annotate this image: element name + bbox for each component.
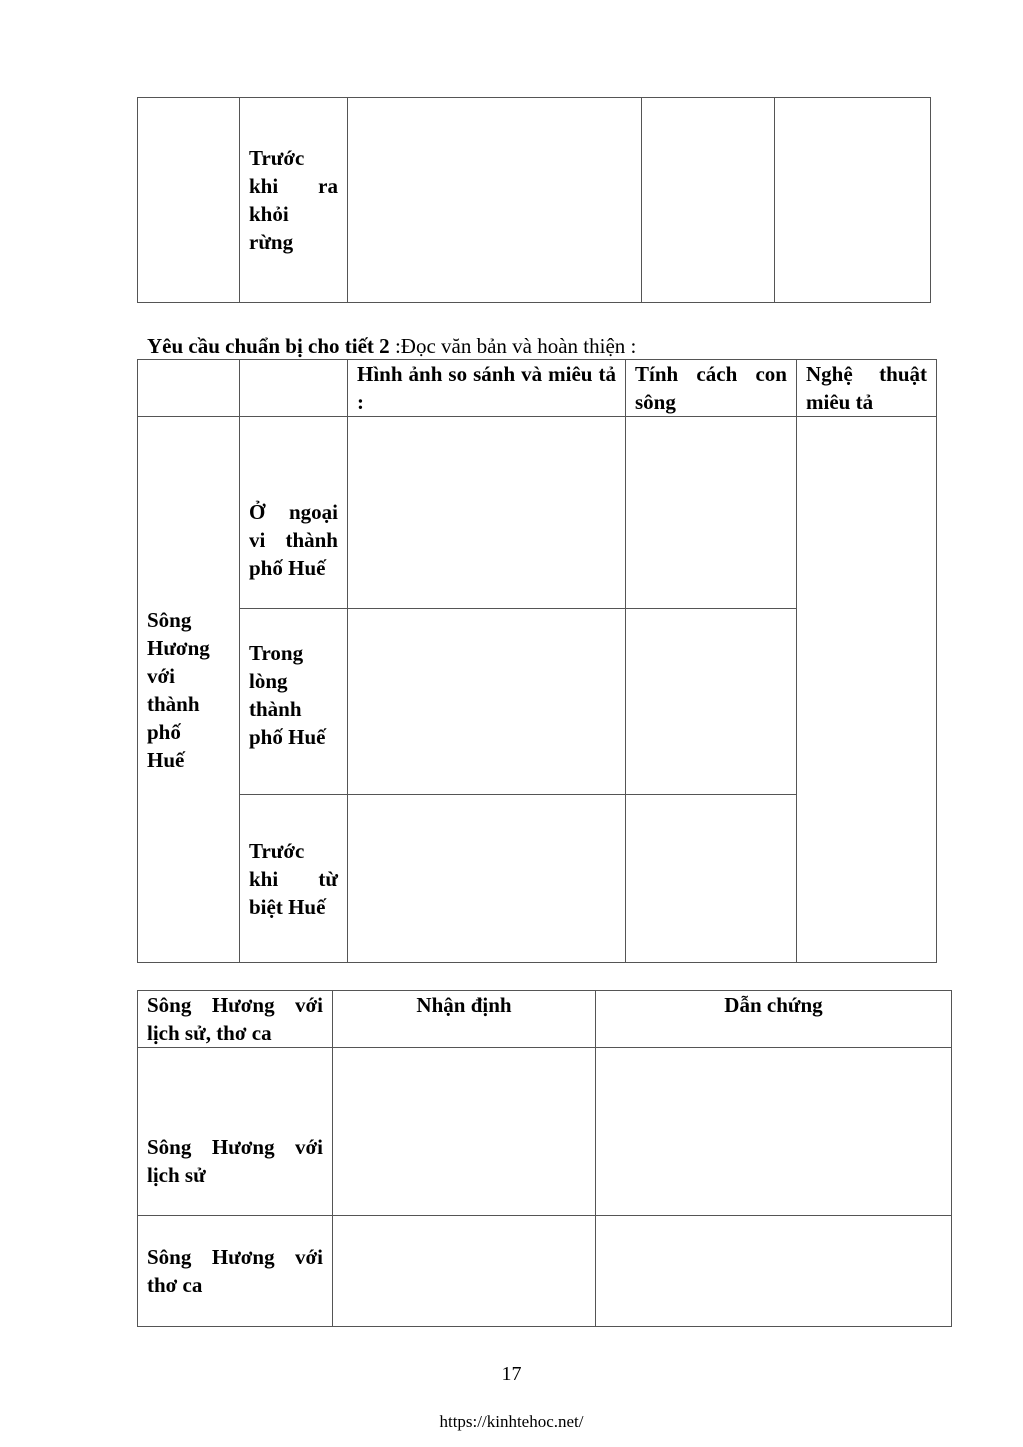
table-row [138,1048,952,1216]
table-cell [642,98,775,303]
group-label-song-huong: Sông Hương với thành phố Huế [138,417,240,963]
table-cell [138,360,240,417]
header-tinh-cach: Tính cách con sông [626,360,797,417]
table-cell [240,360,348,417]
header-nghe-thuat: Nghệ thuật miêu tả [797,360,937,417]
section-caption: Yêu cầu chuẩn bị cho tiết 2 :Đọc văn bản và hoàn thiện : [147,334,637,358]
page-number: 17 [501,1363,522,1385]
table-cell [626,417,797,609]
table-header-row [138,360,937,417]
row-label-tho-ca: Sông Hương với thơ ca [138,1216,333,1327]
row-label-tu-biet: Trước khi từ biệt Huế [240,795,348,963]
table-1 [137,97,931,303]
table-row [138,98,931,303]
table-cell [797,417,937,963]
table-cell [626,609,797,795]
row-label-trong-long: Trong lòng thành phố Huế [240,609,348,795]
table-cell [138,98,240,303]
table-cell [775,98,931,303]
table-cell [333,1216,596,1327]
table-cell [626,795,797,963]
table-2 [137,359,937,963]
row-label-ngoai-vi: Ở ngoại vi thành phố Huế [240,417,348,609]
table-cell [348,417,626,609]
table-cell [348,98,642,303]
table-row [138,1216,952,1327]
table-cell [333,1048,596,1216]
header-dan-chung: Dẫn chứng [596,991,952,1048]
header-song-huong-lich-su-tho-ca: Sông Hương với lịch sử, thơ ca [138,991,333,1048]
footer-url: https://kinhtehoc.net/ [439,1412,584,1431]
table-3 [137,990,952,1327]
table-cell [596,1216,952,1327]
table-row [138,417,937,609]
table-cell [348,609,626,795]
table-cell [348,795,626,963]
row-label-truoc-khi-ra-khoi-rung: Trước khi ra khỏi rừng [240,98,348,303]
table-header-row [138,991,952,1048]
table-cell [596,1048,952,1216]
row-label-lich-su: Sông Hương với lịch sử [138,1048,333,1216]
header-nhan-dinh: Nhận định [333,991,596,1048]
header-hinh-anh: Hình ảnh so sánh và miêu tả : [348,360,626,417]
